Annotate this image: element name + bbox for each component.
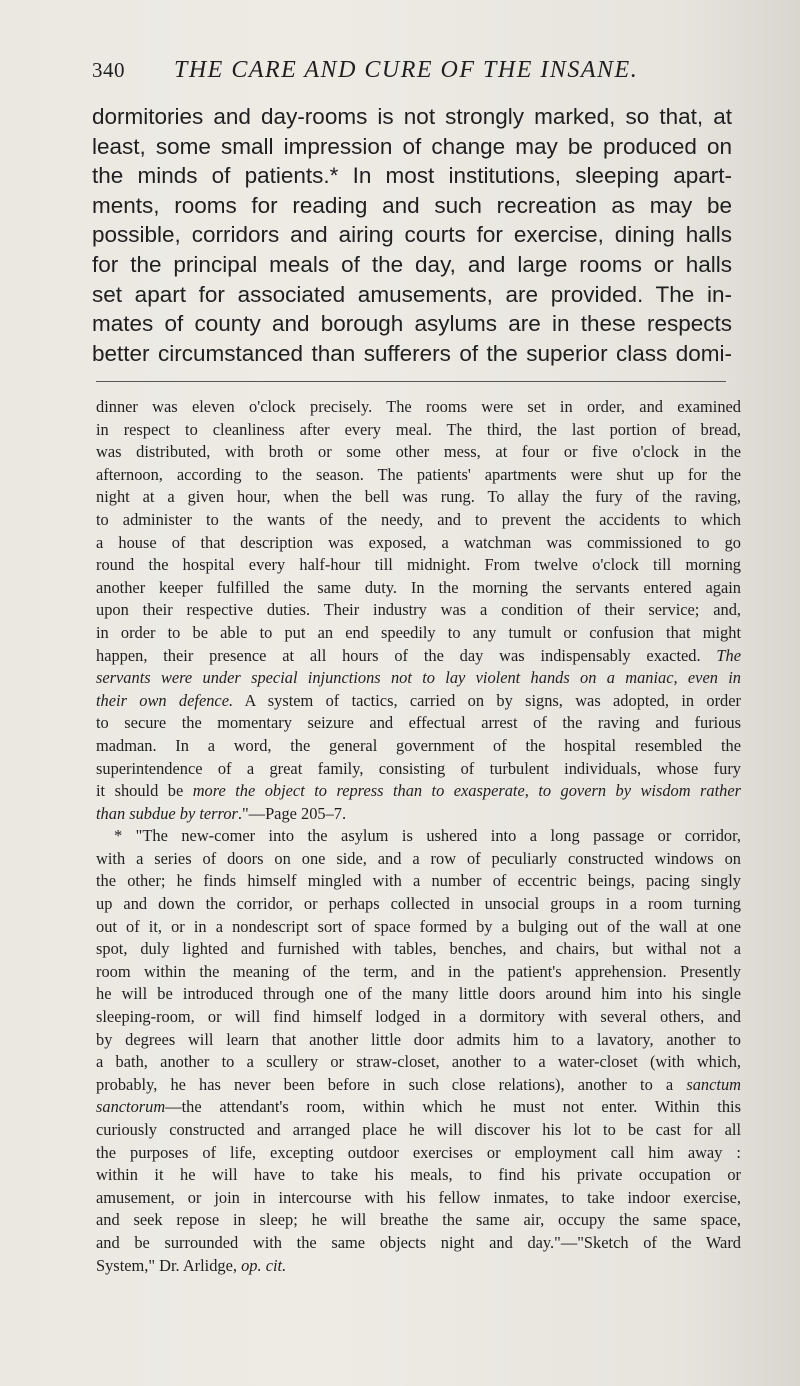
- footnote-line: upon their respective duties. Their industry was a condition of their service; and,: [96, 600, 741, 620]
- footnote-line: [96, 645, 741, 668]
- footnote-line: night at a given hour, when the bell was rung. To allay the fury of the raving,: [96, 487, 741, 507]
- footnote-text: probably, he has never been before in such close relations), another to a: [96, 1074, 687, 1094]
- body-paragraph: [92, 102, 732, 368]
- body-line: dormitories and day-rooms is not strongly marked, so that, at: [92, 104, 732, 129]
- footnote-line: curiously constructed and arranged place he will discover his lot to be cast for all: [96, 1120, 741, 1139]
- footnote-italic: servants were under special injunctions not to lay violent hands on a maniac, even in: [96, 668, 741, 688]
- footnote-line: [96, 1096, 741, 1119]
- footnote-line: madman. In a word, the general government of the hospital resembled the: [96, 735, 741, 755]
- footnote-line: superintendence of a great family, consisting of turbulent individuals, whose fury: [96, 758, 741, 778]
- footnote-line: sleeping-room, or will find himself lodged in a dormitory with several others, and: [96, 1007, 741, 1027]
- footnote-line: [96, 667, 741, 690]
- footnote-line: the purposes of life, excepting outdoor exercises or employment call him away :: [96, 1142, 741, 1162]
- body-line: least, some small impression of change may be produced on: [92, 133, 732, 159]
- footnote-line: he will be introduced through one of the many little doors around him into his single: [96, 984, 741, 1004]
- footnote-text: —the attendant's room, within which he must not enter. Within this: [165, 1097, 741, 1117]
- footnote-line: [96, 690, 741, 713]
- footnote-line: round the hospital every half-hour till midnight. From twelve o'clock till morning: [96, 555, 741, 575]
- body-line: mates of county and borough asylums are in these respects: [92, 311, 732, 337]
- footnote-line: in order to be able to put an end speedily to any tumult or confusion that might: [96, 622, 741, 642]
- footnote-line: the other; he finds himself mingled with a number of eccentric beings, pacing singly: [96, 871, 741, 891]
- footnote-italic: their own defence.: [96, 690, 234, 710]
- footnote-line: [96, 1074, 741, 1097]
- footnote-italic: sanctorum: [96, 1097, 166, 1117]
- body-line: ments, rooms for reading and such recreation as may be: [92, 192, 732, 218]
- footnote-line: to secure the momentary seizure and effectual arrest of the raving and furious: [96, 713, 741, 733]
- footnote-line: amusement, or join in intercourse with his fellow inmates, to take indoor exercise,: [96, 1187, 741, 1207]
- footnote-line: spot, duly lighted and furnished with tables, benches, and chairs, but withal not a: [96, 939, 741, 959]
- body-line: the minds of patients.* In most institutions, sleeping apart-: [92, 163, 732, 189]
- footnote-line: by degrees will learn that another little door admits him to a lavatory, another to: [96, 1029, 741, 1049]
- footnote-italic: than subdue by terror: [96, 803, 238, 823]
- footnote-line: with a series of doors on one side, and a row of peculiarly constructed windows on: [96, 848, 741, 868]
- footnote-line: a bath, another to a scullery or straw-closet, another to a water-closet (with which,: [96, 1052, 741, 1072]
- footnote-italic: The: [716, 645, 741, 665]
- footnotes: [96, 396, 741, 1277]
- footnote-line: [96, 803, 741, 826]
- footnote-text: A system of tactics, carried on by signs, was adopted, in order: [233, 690, 741, 710]
- footnote-divider: [96, 381, 726, 382]
- footnote-line: a house of that description was exposed, a watchman was commissioned to go: [96, 532, 741, 552]
- footnote-line: * "The new-comer into the asylum is ushered into a long passage or corridor,: [114, 826, 741, 846]
- footnote-line: and seek repose in sleep; he will breathe the same air, occupy the same space,: [96, 1210, 741, 1230]
- body-line: possible, corridors and airing courts for exercise, dining halls: [92, 222, 732, 248]
- footnote-line: another keeper fulfilled the same duty. In the morning the servants entered again: [96, 577, 741, 597]
- footnote-line: out of it, or in a nondescript sort of space formed by a bulging out of the wall at one: [96, 916, 741, 936]
- page-header: [92, 54, 732, 88]
- footnote-line: [96, 780, 741, 803]
- footnote-line: was distributed, with broth or some other mess, at four or five o'clock in the: [96, 442, 741, 462]
- footnote-text: ."—Page 205–7.: [237, 803, 347, 823]
- footnote-text: happen, their presence at all hours of the day was indispensably exacted.: [96, 645, 701, 665]
- footnote-line: [96, 1255, 741, 1278]
- footnote-line: in respect to cleanliness after every meal. The third, the last portion of bread,: [96, 419, 741, 439]
- footnote-line: room within the meaning of the term, and in the patient's apprehension. Presently: [96, 961, 741, 981]
- page-number: 340: [92, 58, 125, 82]
- body-line: set apart for associated amusements, are provided. The in-: [92, 281, 732, 307]
- footnote-line: up and down the corridor, or perhaps collected in unsocial groups in a room turning: [96, 894, 741, 914]
- footnote-line: within it he will have to take his meals, to find his private occupation or: [96, 1165, 741, 1185]
- footnote-line: dinner was eleven o'clock precisely. The rooms were set in order, and examined: [96, 397, 741, 416]
- footnote-line: and be surrounded with the same objects night and day."—"Sketch of the Ward: [96, 1232, 741, 1252]
- running-title: THE CARE AND CURE OF THE INSANE.: [174, 57, 639, 83]
- footnote-italic: more the object to repress than to exasperate: [192, 781, 525, 801]
- footnote-italic: sanctum: [686, 1074, 741, 1094]
- body-line: for the principal meals of the day, and large rooms or halls: [92, 251, 732, 277]
- body-line: better circumstanced than sufferers of the superior class domi-: [92, 340, 732, 366]
- footnote-text: ,: [524, 781, 539, 801]
- footnote-italic: to govern by wisdom rather: [538, 781, 741, 801]
- footnote-line: afternoon, according to the season. The patients' apartments were shut up for the: [96, 464, 741, 484]
- footnote-text: System," Dr. Arlidge,: [96, 1255, 242, 1275]
- footnote-italic: op. cit.: [241, 1255, 287, 1275]
- footnote-text: it should be: [96, 781, 193, 801]
- footnote-line: to administer to the wants of the needy, and to prevent the accidents to which: [96, 509, 741, 529]
